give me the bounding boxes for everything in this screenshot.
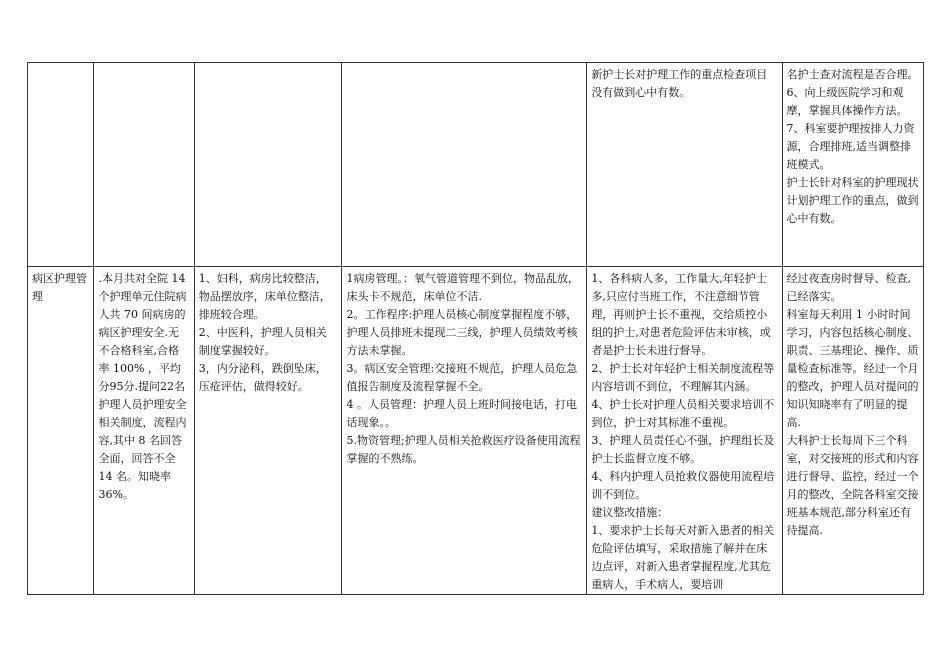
table-cell-summary: .本月共对全院 14 个护理单元住院病人共 70 间病房的病区护理安全.无不合格科室,合格率 100% ，平均分95分.提问22名护理人员护理安全相关制度，流程内容,其中 8 名回答全面，回答不全 14 名。知晓率36%。: [94, 267, 194, 595]
cell-text-line: 3。病区安全管理:交接班不规范，护理人员危急值报告制度及流程掌握不全。: [346, 362, 578, 393]
cell-text-line: 建议整改措施：: [591, 506, 669, 519]
table-cell-problems: [342, 267, 587, 595]
cell-text-line: 4 。人员管理：护理人员上班时间接电话，打电话现象。。: [346, 398, 577, 429]
table-cell-strengths: [194, 267, 342, 595]
document-table-region: [27, 62, 924, 593]
table-cell-results: [782, 267, 923, 595]
cell-text-line: 5.物资管理;护理人员相关抢救医疗设备使用流程掌握的不熟练。: [346, 434, 581, 465]
cell-text-line: 2、中医科，护理人员相关制度掌握较好。: [198, 326, 327, 357]
cell-text-line: 4、护士长对护理人员相关要求培训不到位，护士对其标准不重视。: [591, 398, 775, 429]
table-cell-category: 病区护理管理: [28, 267, 94, 595]
cell-text-line: 7、科室要护理按排人力资源，合理排班,适当调整排班模式。: [786, 122, 915, 171]
table-cell: 新护士长对护理工作的重点检查项目没有做到心中有数。: [587, 63, 782, 267]
cell-text-line: 4、科内护理人员抢救仪器使用流程培训不到位。: [591, 470, 775, 501]
table-row: [28, 63, 924, 267]
cell-text-line: 3，内分泌科，跌倒坠床，压疮评估，做得较好。: [198, 362, 327, 393]
cell-text-line: 大科护士长每周下三个科室，对交接班的形式和内容进行督导、监控，经过一个月的整改，全院各科室交接班基本规范,部分科室还有待提高.: [786, 434, 919, 537]
table-row: [28, 267, 924, 595]
cell-text-line: 1、妇科，病房比较整洁，物品摆放序，床单位整洁，排班较合理。: [198, 272, 331, 321]
table-cell: [28, 63, 94, 267]
cell-text-line: 护士长针对科室的护理现状计划护理工作的重点，做到心中有数。: [786, 176, 919, 225]
table-cell-causes-measures: [587, 267, 782, 595]
nursing-management-table: [27, 62, 924, 595]
table-cell: [194, 63, 342, 267]
cell-text-line: 科室每天利用 1 小时时间学习，内容包括核心制度、职责、三基理论、操作、质量检查标准等。经过一个月的整改，护理人员对提问的知识知晓率有了明显的提高.: [786, 308, 919, 429]
cell-text-line: 1、各科病人多，工作量大,年轻护士多,只应付当班工作，不注意细节管理，再则护士长不重视，交给质控小组的护士,对患者危险评估未审核，或者是护士长未进行督导。: [591, 272, 771, 357]
cell-text-line: 名护士查对流程是否合理。: [786, 68, 919, 81]
cell-text-line: 2、护士长对年轻护士相关制度流程等内容培训不到位，不理解其内涵。: [591, 362, 775, 393]
table-cell: [342, 63, 587, 267]
cell-text-line: 6、向上级医院学习和观摩，掌握具体操作方法。: [786, 86, 908, 117]
cell-text-line: 经过夜查房时督导、检查,已经落实。: [786, 272, 912, 303]
cell-text-line: 1、要求护士长每天对新入患者的相关危险评估填写，采取措施了解并在床边点评，对新入患者掌握程度,尤其危重病人，手术病人，要培训: [591, 524, 775, 591]
table-cell: [94, 63, 194, 267]
table-cell: [782, 63, 923, 267]
cell-text-line: 1病房管理。：氧气管道管理不到位，物品乱放，床头卡不规范，床单位不洁.: [346, 272, 579, 303]
cell-text-line: 3、护理人员责任心不强，护理组长及护士长监督立度不够。: [591, 434, 775, 465]
cell-text-line: 2。工作程序:护理人员核心制度掌握程度不够，护理人员排班未提现二三线，护理人员绩效考核方法未掌握。: [346, 308, 578, 357]
